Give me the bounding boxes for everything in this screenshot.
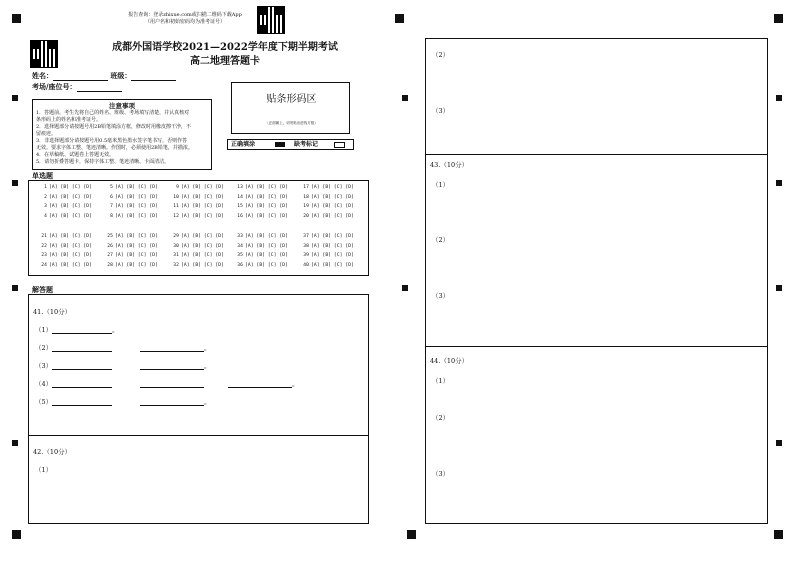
mc-question[interactable] <box>299 204 354 209</box>
note-item: 1．答题前，考生先将自己的姓名、班级、考场填写清楚，并认真核对 <box>36 110 190 116</box>
mc-options[interactable]: [A] [B] [C] [D] <box>311 213 354 219</box>
answer-section-title: 解答题 <box>32 286 53 294</box>
note-item: 条形码上的姓名和准考证号。 <box>36 117 102 123</box>
timing-mark <box>774 530 783 539</box>
mc-question-number: 35 <box>237 253 243 258</box>
mc-options[interactable]: [A] [B] [C] [D] <box>311 234 354 239</box>
mc-question-number: 33 <box>237 234 243 239</box>
mc-question-number: 34 <box>237 243 243 249</box>
q41-sub2 <box>35 343 211 352</box>
note-item: 留痕迹。 <box>36 131 57 137</box>
timing-mark <box>12 95 18 101</box>
mc-question-number: 19 <box>303 204 309 209</box>
mc-question[interactable] <box>169 253 224 258</box>
sentence-end: 。 <box>204 362 211 370</box>
mc-question[interactable] <box>169 234 224 239</box>
class-label: 班级： <box>110 71 132 80</box>
timing-mark <box>776 95 782 101</box>
note-item: 4．在草稿纸、试题卷上答题无效。 <box>36 152 115 158</box>
answer-line[interactable] <box>52 325 112 334</box>
mc-question[interactable] <box>169 204 224 209</box>
mc-question-number: 15 <box>237 204 243 209</box>
page-title: 成都外国语学校2021—2022学年度下期半期考试 <box>112 42 338 53</box>
q42-sub2[interactable]: （2） <box>432 51 450 59</box>
mc-options[interactable]: [A] [B] [C] [D] <box>181 194 224 200</box>
mc-options[interactable]: [A] [B] [C] [D] <box>115 243 158 249</box>
page-subtitle: 高二地理答题卡 <box>190 56 260 67</box>
notes-list <box>33 110 211 166</box>
mc-options[interactable]: [A] [B] [C] [D] <box>311 204 354 209</box>
mc-question[interactable] <box>233 253 288 258</box>
mc-question-number: 7 <box>110 204 113 209</box>
mc-options[interactable]: [A] [B] [C] [D] <box>245 213 288 219</box>
mc-question[interactable] <box>299 253 354 258</box>
mc-question[interactable] <box>169 195 224 200</box>
note-item: 3．非选择题部分请按题号用0.5毫米黑色墨水签字笔书写，否则作答 <box>36 138 188 144</box>
mc-question-number: 29 <box>173 234 179 239</box>
mc-question[interactable] <box>233 204 288 209</box>
mc-options[interactable]: [A] [B] [C] [D] <box>115 262 158 268</box>
barcode-title: 贴条形码区 <box>266 94 317 105</box>
name-class-row <box>32 71 176 81</box>
mc-question-number: 38 <box>303 243 309 249</box>
mc-question-number: 11 <box>173 204 179 209</box>
q41-sub4 <box>35 379 299 388</box>
mc-options[interactable]: [A] [B] [C] [D] <box>245 194 288 200</box>
mc-question-number: 3 <box>44 204 47 209</box>
absent-mark-box[interactable] <box>334 142 345 148</box>
sentence-end: 。 <box>204 344 211 352</box>
answer-line[interactable] <box>140 379 204 388</box>
mc-question[interactable] <box>233 185 288 190</box>
mc-question-number: 10 <box>173 194 179 200</box>
correct-fill-label: 正确填涂 <box>231 141 256 148</box>
mc-question[interactable] <box>37 263 92 268</box>
mc-question-number: 28 <box>107 262 113 268</box>
mc-options[interactable]: [A] [B] [C] [D] <box>181 204 224 209</box>
answer-line[interactable] <box>52 361 112 370</box>
mc-options[interactable]: [A] [B] [C] [D] <box>115 194 158 200</box>
mc-question-number: 27 <box>107 253 113 258</box>
q41-sub1-label: （1） <box>35 326 53 334</box>
room-row <box>32 82 122 92</box>
mc-question-number: 26 <box>107 243 113 249</box>
mc-options[interactable]: [A] [B] [C] [D] <box>49 253 92 258</box>
mc-question-number: 25 <box>107 234 113 239</box>
barcode-area <box>231 82 350 134</box>
mc-options[interactable]: [A] [B] [C] [D] <box>181 234 224 239</box>
q43-sub2[interactable]: （2） <box>432 236 450 244</box>
mc-area <box>28 180 369 276</box>
divider <box>426 346 767 347</box>
q42-title: 42.（10分） <box>33 448 72 456</box>
note-item: 无效。要求字体工整、笔迹清晰。作图时，必须使用2B铅笔，并描浓。 <box>36 145 193 151</box>
answer-line[interactable] <box>52 397 112 406</box>
mc-question[interactable] <box>299 214 354 219</box>
mc-options[interactable]: [A] [B] [C] [D] <box>49 262 92 268</box>
answer-line[interactable] <box>140 361 204 370</box>
q41-sub1 <box>35 325 119 334</box>
q42-sub1[interactable]: （1） <box>35 466 53 474</box>
q44-title: 44.（10分） <box>430 357 469 365</box>
mc-question-number: 31 <box>173 253 179 258</box>
mc-options[interactable]: [A] [B] [C] [D] <box>311 194 354 200</box>
mc-options[interactable]: [A] [B] [C] [D] <box>245 262 288 268</box>
mc-question[interactable] <box>103 244 158 249</box>
mc-question[interactable] <box>169 244 224 249</box>
mc-options[interactable]: [A] [B] [C] [D] <box>181 185 224 190</box>
answer-line[interactable] <box>52 343 112 352</box>
mc-question[interactable] <box>169 185 224 190</box>
mc-question-number: 16 <box>237 213 243 219</box>
divider <box>426 154 767 155</box>
mc-question[interactable] <box>103 263 158 268</box>
download-qr-code-icon <box>257 6 285 34</box>
note-item: 2．选择题部分请按题号用2B铅笔填涂方框，修改时用橡皮擦干净，不 <box>36 124 192 130</box>
mc-question[interactable] <box>233 244 288 249</box>
timing-mark <box>12 14 21 23</box>
timing-mark <box>774 14 783 23</box>
q41-sub5 <box>35 397 211 406</box>
report-notice <box>115 12 255 26</box>
mc-question[interactable] <box>103 214 158 219</box>
q43-sub3[interactable]: （3） <box>432 292 450 300</box>
mc-question[interactable] <box>37 244 92 249</box>
mc-question-number: 30 <box>173 243 179 249</box>
mc-question[interactable] <box>233 195 288 200</box>
sentence-end: 。 <box>204 398 211 406</box>
q43-sub1[interactable]: （1） <box>432 181 450 189</box>
answer-line[interactable] <box>52 379 112 388</box>
mc-options[interactable]: [A] [B] [C] [D] <box>181 243 224 249</box>
mc-question[interactable] <box>299 263 354 268</box>
answer-line[interactable] <box>140 397 204 406</box>
timing-mark <box>12 440 18 446</box>
mc-question-number: 1 <box>44 185 47 190</box>
answer-line[interactable] <box>228 379 292 388</box>
q41-sub5-label: （5） <box>35 398 53 406</box>
mc-options[interactable]: [A] [B] [C] [D] <box>115 234 158 239</box>
mc-question-number: 20 <box>303 213 309 219</box>
mc-options[interactable]: [A] [B] [C] [D] <box>311 185 354 190</box>
q42-sub3[interactable]: （3） <box>432 107 450 115</box>
mc-question[interactable] <box>37 214 92 219</box>
q44-sub3[interactable]: （3） <box>432 470 450 478</box>
q44-sub2[interactable]: （2） <box>432 414 450 422</box>
mc-question-number: 32 <box>173 262 179 268</box>
mc-options[interactable]: [A] [B] [C] [D] <box>49 243 92 249</box>
timing-mark <box>12 285 18 291</box>
name-field[interactable] <box>53 72 108 81</box>
answer-area-right <box>425 38 768 524</box>
timing-mark <box>402 95 408 101</box>
mc-question[interactable] <box>103 195 158 200</box>
mc-question[interactable] <box>103 253 158 258</box>
mc-options[interactable]: [A] [B] [C] [D] <box>245 253 288 258</box>
mc-question[interactable] <box>299 195 354 200</box>
timing-mark <box>402 285 408 291</box>
mc-question-number: 22 <box>41 243 47 249</box>
filled-box-icon <box>275 142 285 147</box>
mc-question[interactable] <box>233 214 288 219</box>
report-notice-line2: （用户名和初始密码均为准考证号） <box>144 19 225 25</box>
q41-sub3 <box>35 361 211 370</box>
barcode-hint: （正面朝上，切勿贴出虚线方框） <box>265 121 318 125</box>
mc-question[interactable] <box>103 234 158 239</box>
mc-question[interactable] <box>233 263 288 268</box>
report-notice-line1: 报告查询：登录zhixue.com或扫描二维码下载App <box>128 12 242 18</box>
sentence-end: 。 <box>292 380 299 388</box>
timing-mark <box>12 180 18 186</box>
class-field[interactable] <box>131 72 176 81</box>
mc-options[interactable]: [A] [B] [C] [D] <box>49 234 92 239</box>
mc-options[interactable]: [A] [B] [C] [D] <box>181 213 224 219</box>
mc-options[interactable]: [A] [B] [C] [D] <box>115 253 158 258</box>
q41-sub2-label: （2） <box>35 344 53 352</box>
mc-options[interactable]: [A] [B] [C] [D] <box>49 204 92 209</box>
fill-legend <box>227 139 354 150</box>
mc-question-number: 6 <box>110 194 113 200</box>
mc-question[interactable] <box>299 234 354 239</box>
mc-question-number: 17 <box>303 185 309 190</box>
notes-title: 注意事项 <box>109 102 135 110</box>
mc-question[interactable] <box>233 234 288 239</box>
mc-question[interactable] <box>37 253 92 258</box>
timing-mark <box>12 530 21 539</box>
name-label: 姓名： <box>32 71 53 80</box>
note-item: 5．请勿折叠答题卡，保持字体工整、笔迹清晰、卡面清洁。 <box>36 159 170 165</box>
timing-mark <box>395 14 404 23</box>
absent-mark-label: 缺考标记 <box>294 141 319 148</box>
mc-question-number: 18 <box>303 194 309 200</box>
mc-options[interactable]: [A] [B] [C] [D] <box>181 253 224 258</box>
notes-box <box>32 99 212 170</box>
timing-mark <box>776 440 782 446</box>
mc-options[interactable]: [A] [B] [C] [D] <box>49 185 92 190</box>
timing-mark <box>776 285 782 291</box>
mc-options[interactable]: [A] [B] [C] [D] <box>245 185 288 190</box>
mc-options[interactable]: [A] [B] [C] [D] <box>311 243 354 249</box>
mc-section-title: 单选题 <box>32 172 53 180</box>
q41-sub3-label: （3） <box>35 362 53 370</box>
answer-line[interactable] <box>140 343 204 352</box>
exam-qr-code-icon <box>30 40 58 68</box>
mc-question-number: 5 <box>110 185 113 190</box>
timing-mark <box>776 180 782 186</box>
mc-question[interactable] <box>37 204 92 209</box>
mc-options[interactable]: [A] [B] [C] [D] <box>245 204 288 209</box>
mc-question-number: 24 <box>41 262 47 268</box>
mc-question-number: 8 <box>110 213 113 219</box>
mc-question-number: 36 <box>237 262 243 268</box>
mc-question-number: 4 <box>44 213 47 219</box>
mc-options[interactable]: [A] [B] [C] [D] <box>115 185 158 190</box>
mc-options[interactable]: [A] [B] [C] [D] <box>245 234 288 239</box>
q41-title: 41.（10分） <box>33 308 72 316</box>
timing-mark <box>407 530 416 539</box>
mc-question-number: 37 <box>303 234 309 239</box>
mc-question-number: 2 <box>44 194 47 200</box>
mc-question-number: 39 <box>303 253 309 258</box>
mc-question-number: 13 <box>237 185 243 190</box>
mc-question[interactable] <box>299 185 354 190</box>
room-field[interactable] <box>77 83 122 92</box>
mc-question-number: 40 <box>303 262 309 268</box>
mc-question[interactable] <box>103 204 158 209</box>
mc-question[interactable] <box>169 214 224 219</box>
mc-question-number: 23 <box>41 253 47 258</box>
mc-question-number: 9 <box>176 185 179 190</box>
mc-options[interactable]: [A] [B] [C] [D] <box>115 213 158 219</box>
q41-sub4-label: （4） <box>35 380 53 388</box>
mc-options[interactable]: [A] [B] [C] [D] <box>115 204 158 209</box>
mc-options[interactable]: [A] [B] [C] [D] <box>311 253 354 258</box>
answer-area-left <box>28 294 369 524</box>
mc-options[interactable]: [A] [B] [C] [D] <box>49 213 92 219</box>
mc-question[interactable] <box>37 185 92 190</box>
mc-question[interactable] <box>37 234 92 239</box>
mc-question[interactable] <box>103 185 158 190</box>
mc-question-number: 21 <box>41 234 47 239</box>
room-label: 考场/座位号： <box>32 82 77 91</box>
q43-title: 43.（10分） <box>430 161 469 169</box>
mc-question[interactable] <box>37 195 92 200</box>
divider <box>29 435 368 436</box>
mc-options[interactable]: [A] [B] [C] [D] <box>311 262 354 268</box>
mc-question[interactable] <box>169 263 224 268</box>
mc-question[interactable] <box>299 244 354 249</box>
mc-question-number: 14 <box>237 194 243 200</box>
mc-options[interactable]: [A] [B] [C] [D] <box>245 243 288 249</box>
mc-options[interactable]: [A] [B] [C] [D] <box>181 262 224 268</box>
mc-options[interactable]: [A] [B] [C] [D] <box>49 194 92 200</box>
sentence-end: 。 <box>112 326 119 334</box>
mc-question-number: 12 <box>173 213 179 219</box>
q44-sub1[interactable]: （1） <box>432 377 450 385</box>
